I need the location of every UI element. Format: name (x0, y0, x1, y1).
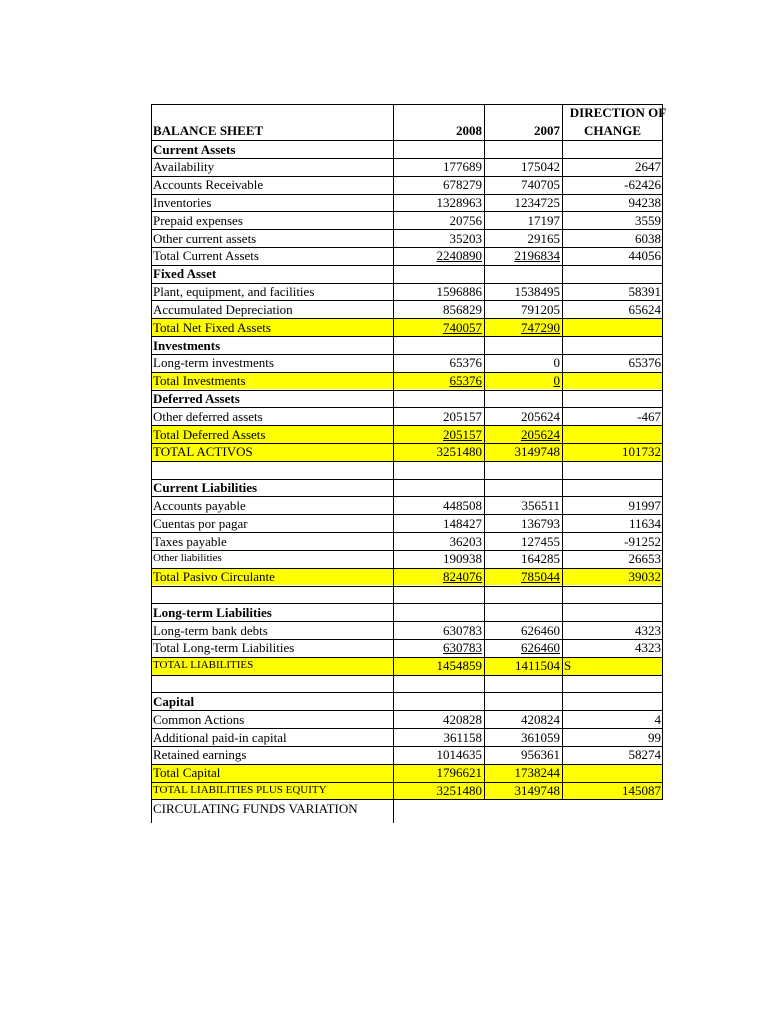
section-header: Long-term Liabilities (153, 604, 272, 620)
value-2008: 65376 (449, 373, 482, 389)
value-change: 11634 (628, 515, 661, 531)
row-label: Other current assets (153, 230, 257, 246)
section-header: Capital (153, 693, 195, 709)
value-2008: 1596886 (436, 284, 482, 300)
row-label (151, 675, 393, 692)
row-label: Total Current Assets (153, 248, 259, 264)
row-label: Cuentas por pagar (153, 515, 248, 531)
row-label: Total Deferred Assets (153, 426, 266, 442)
row-label: Total Net Fixed Assets (153, 319, 271, 335)
value-2007: 1538495 (514, 284, 560, 300)
column-header-2008: 2008 (456, 123, 482, 138)
footer-label: CIRCULATING FUNDS VARIATION (153, 800, 358, 816)
value-change: 26653 (628, 551, 661, 567)
section-header: Fixed Asset (153, 266, 217, 282)
value-2007: 626460 (521, 640, 560, 656)
row-label: Retained earnings (153, 747, 247, 763)
sheet-title: BALANCE SHEET (153, 123, 264, 138)
value-change: 101732 (622, 444, 661, 460)
value-2008: 1014635 (436, 747, 482, 763)
value-change: 44056 (628, 248, 661, 264)
section-header: Deferred Assets (153, 390, 240, 406)
row-label: Total Pasivo Circulante (153, 569, 275, 585)
value-2007: 1738244 (514, 765, 560, 781)
value-2007: 361059 (521, 729, 560, 745)
value-2007: 791205 (521, 301, 560, 317)
value-2008: 448508 (443, 497, 482, 513)
row-label: Taxes payable (153, 533, 227, 549)
value-2007: 0 (553, 373, 560, 389)
row-label: Other deferred assets (153, 408, 263, 424)
row-label: Additional paid-in capital (153, 729, 287, 745)
row-label: Accounts payable (153, 497, 246, 513)
value-2007: 356511 (521, 497, 560, 513)
value-2007: 740705 (521, 177, 560, 193)
row-label: Total Investments (153, 373, 246, 389)
value-2007: 29165 (527, 230, 560, 246)
value-change: -467 (637, 408, 661, 424)
value-2008: 630783 (443, 640, 482, 656)
value-2008: 65376 (449, 355, 482, 371)
value-change: 58391 (628, 284, 661, 300)
value-2007: 127455 (521, 533, 560, 549)
row-label: TOTAL ACTIVOS (153, 444, 253, 460)
value-change: 2647 (635, 159, 661, 175)
value-2008: 3251480 (436, 444, 482, 460)
row-label: TOTAL LIABILITIES PLUS EQUITY (153, 784, 327, 797)
row-label: Common Actions (153, 711, 245, 727)
row-label: Long-term bank debts (153, 622, 268, 638)
value-2007: 3149748 (514, 783, 560, 799)
row-label: Prepaid expenses (153, 212, 243, 228)
value-change: -91252 (624, 533, 661, 549)
value-2007: 164285 (521, 551, 560, 567)
value-2007: 175042 (521, 159, 560, 175)
row-label: Availability (153, 159, 215, 175)
value-2008: 205157 (443, 426, 482, 442)
row-label: Long-term investments (153, 355, 274, 371)
value-2007: 785044 (521, 569, 560, 585)
value-2008: 3251480 (436, 783, 482, 799)
value-change: 39032 (628, 569, 661, 585)
value-change: 91997 (628, 497, 661, 513)
value-2008: 678279 (443, 177, 482, 193)
value-change: 99 (648, 729, 661, 745)
value-2008: 35203 (449, 230, 482, 246)
row-label: Inventories (153, 194, 212, 210)
column-header-change-line2: CHANGE (583, 123, 642, 138)
value-2007: 205624 (521, 426, 560, 442)
value-change: 65376 (628, 355, 661, 371)
column-header-2007: 2007 (534, 123, 560, 138)
row-label: Total Capital (153, 765, 221, 781)
value-2008: 361158 (443, 729, 482, 745)
value-change: 4 (654, 711, 661, 727)
value-change: 65624 (628, 301, 661, 317)
value-2007: 626460 (521, 622, 560, 638)
value-2007: 1411504 (514, 658, 560, 674)
row-label: Accounts Receivable (153, 177, 264, 193)
value-2008: 420828 (443, 711, 482, 727)
value-change: 145087 (622, 783, 661, 799)
value-2007: 0 (553, 355, 560, 371)
value-2007: 17197 (527, 212, 560, 228)
value-2008: 20756 (449, 212, 482, 228)
row-label: TOTAL LIABILITIES (153, 659, 254, 672)
value-2008: 740057 (443, 319, 482, 335)
value-change: 4323 (635, 622, 661, 638)
value-2008: 1796621 (436, 765, 482, 781)
value-2008: 205157 (443, 408, 482, 424)
balance-sheet-table (151, 104, 667, 820)
row-label (151, 586, 393, 603)
row-label: Total Long-term Liabilities (153, 640, 295, 656)
value-2008: 190938 (443, 551, 482, 567)
value-2008: 177689 (443, 159, 482, 175)
row-label: Other liabilities (153, 552, 222, 565)
value-change: -62426 (624, 177, 661, 193)
value-change: 4323 (635, 640, 661, 656)
grid-line (151, 104, 663, 105)
value-2007: 205624 (521, 408, 560, 424)
section-header: Current Assets (153, 141, 236, 157)
column-header-change-line1: DIRECTION OF (569, 105, 667, 120)
value-2007: 136793 (521, 515, 560, 531)
row-label (151, 461, 393, 478)
value-2007: 420824 (521, 711, 560, 727)
value-change: S (564, 658, 572, 674)
value-change: 3559 (635, 212, 661, 228)
value-2008: 1328963 (436, 194, 482, 210)
value-change: 58274 (628, 747, 661, 763)
value-2007: 3149748 (514, 444, 560, 460)
value-2008: 856829 (443, 301, 482, 317)
value-2007: 747290 (521, 319, 560, 335)
value-2008: 148427 (443, 515, 482, 531)
value-2008: 36203 (449, 533, 482, 549)
section-header: Current Liabilities (153, 480, 258, 496)
value-change: 94238 (628, 194, 661, 210)
row-label: Accumulated Depreciation (153, 301, 293, 317)
value-2007: 1234725 (514, 194, 560, 210)
value-2007: 956361 (521, 747, 560, 763)
value-2007: 2196834 (514, 248, 560, 264)
value-2008: 1454859 (436, 658, 482, 674)
value-2008: 2240890 (436, 248, 482, 264)
section-header: Investments (153, 337, 221, 353)
row-label: Plant, equipment, and facilities (153, 284, 315, 300)
value-2008: 630783 (443, 622, 482, 638)
value-2008: 824076 (443, 569, 482, 585)
value-change: 6038 (635, 230, 661, 246)
